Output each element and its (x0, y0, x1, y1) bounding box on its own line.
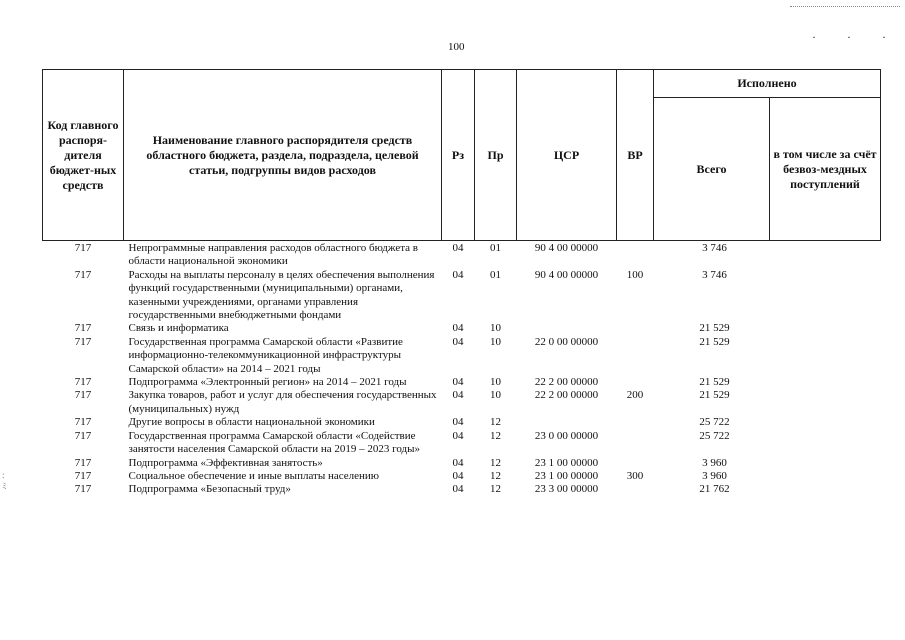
cell-name: Подпрограмма «Безопасный труд» (128, 483, 291, 496)
corner-dots: · · · (812, 30, 900, 44)
cell-name: Подпрограмма «Электронный регион» на 2014 – 2021 годы (128, 376, 407, 389)
cell-vr (617, 376, 654, 389)
table-row (43, 470, 881, 483)
cell-free (770, 241, 881, 269)
cell-name: Расходы на выплаты персоналу в целях обеспечения выполнения функций государственными (муниципальными) органами, казенными учреждениями, органами управления государственными внебюджетными фондами (128, 268, 435, 322)
cell-name: Непрограммные направления расходов областного бюджета в области национальной экономики (128, 242, 418, 268)
cell-total: 21 529 (699, 389, 730, 402)
cell-name: Другие вопросы в области национальной экономики (128, 416, 375, 429)
cell-rz: 04 (452, 335, 464, 348)
top-dotted-rule (790, 6, 900, 7)
table-row (43, 269, 881, 323)
cell-code: 717 (74, 242, 92, 254)
cell-csr: 23 0 00 00000 (534, 429, 599, 442)
cell-total: 3 746 (702, 242, 727, 254)
cell-free (770, 457, 881, 470)
table-row (43, 322, 881, 335)
cell-total: 3 746 (702, 268, 727, 281)
cell-vr (617, 336, 654, 376)
header-incl-free: в том числе за счёт безвоз-мездных поступлений (770, 98, 881, 241)
cell-code: 717 (74, 335, 92, 348)
cell-code: 717 (74, 469, 92, 482)
cell-total: 25 722 (699, 429, 730, 442)
cell-vr: 200 (626, 389, 644, 402)
cell-rz: 04 (452, 483, 464, 496)
table-row (43, 376, 881, 389)
cell-csr: 90 4 00 00000 (534, 242, 599, 254)
cell-rz: 04 (452, 416, 464, 429)
cell-free (770, 389, 881, 416)
cell-name: Социальное обеспечение и иные выплаты населению (128, 469, 380, 482)
cell-free (770, 269, 881, 323)
cell-code: 717 (74, 389, 92, 402)
table-row (43, 389, 881, 416)
header-name: Наименование главного распорядителя средств областного бюджета, раздела, подраздела, целевой статьи, подгруппы видов расходов (124, 70, 442, 241)
cell-rz: 04 (452, 322, 464, 335)
cell-rz: 04 (452, 389, 464, 402)
cell-code: 717 (74, 268, 92, 281)
cell-csr: 22 2 00 00000 (534, 389, 599, 402)
cell-free (770, 376, 881, 389)
cell-vr (617, 241, 654, 269)
cell-rz: 04 (452, 376, 464, 389)
table-row (43, 457, 881, 470)
cell-code: 717 (74, 429, 92, 442)
cell-pr: 12 (490, 416, 501, 429)
cell-rz: 04 (452, 456, 464, 469)
cell-vr (617, 416, 654, 429)
cell-rz: 04 (452, 469, 464, 482)
cell-pr: 10 (490, 389, 501, 402)
table-row (43, 416, 881, 429)
header-rz: Рз (442, 70, 475, 241)
cell-vr: 300 (626, 469, 644, 482)
cell-vr (617, 430, 654, 457)
header-executed: Исполнено (654, 70, 881, 98)
cell-pr: 10 (490, 335, 501, 348)
cell-csr: 22 2 00 00000 (534, 376, 599, 389)
cell-total: 3 960 (702, 456, 727, 469)
cell-free (770, 336, 881, 376)
cell-pr: 10 (490, 322, 501, 335)
cell-vr (617, 483, 654, 496)
cell-csr: 23 3 00 00000 (534, 483, 599, 496)
cell-csr (517, 416, 617, 429)
cell-code: 717 (74, 483, 92, 496)
cell-rz: 04 (452, 429, 464, 442)
cell-name: Государственная программа Самарской области «Развитие информационно-телекоммуникационной инфраструктуры Самарской области» на 2014 – 2021 годы (128, 335, 403, 375)
table-body (43, 241, 881, 497)
cell-free (770, 470, 881, 483)
table-row (43, 241, 881, 269)
cell-csr: 23 1 00 00000 (534, 469, 599, 482)
cell-name: Связь и информатика (128, 322, 229, 335)
cell-free (770, 483, 881, 496)
cell-pr: 12 (490, 483, 501, 496)
cell-name: Закупка товаров, работ и услуг для обеспечения государственных (муниципальных) нужд (128, 389, 437, 415)
cell-rz: 04 (452, 242, 464, 254)
margin-marks: : ﾐ (2, 470, 7, 491)
header-pr: Пр (475, 70, 517, 241)
cell-code: 717 (74, 322, 92, 335)
cell-name: Подпрограмма «Эффективная занятость» (128, 456, 323, 469)
cell-vr (617, 457, 654, 470)
cell-pr: 01 (490, 242, 501, 254)
cell-total: 21 762 (699, 483, 730, 496)
cell-pr: 01 (490, 268, 501, 281)
table-row (43, 430, 881, 457)
budget-table (42, 69, 881, 497)
header-vr: ВР (617, 70, 654, 241)
cell-vr (617, 322, 654, 335)
table-header (43, 70, 881, 241)
table-row (43, 483, 881, 496)
cell-free (770, 430, 881, 457)
header-csr: ЦСР (517, 70, 617, 241)
cell-code: 717 (74, 416, 92, 429)
cell-name: Государственная программа Самарской области «Содействие занятости населения Самарской области на 2019 – 2023 годы» (128, 429, 421, 456)
page-number: 100 (448, 41, 465, 53)
cell-total: 25 722 (699, 416, 730, 429)
cell-code: 717 (74, 376, 92, 389)
cell-code: 717 (74, 456, 92, 469)
cell-total: 21 529 (699, 335, 730, 348)
cell-pr: 12 (490, 469, 501, 482)
cell-rz: 04 (452, 268, 464, 281)
cell-csr: 22 0 00 00000 (534, 335, 599, 348)
cell-free (770, 416, 881, 429)
cell-vr: 100 (626, 268, 644, 281)
cell-csr: 23 1 00 00000 (534, 456, 599, 469)
cell-pr: 12 (490, 456, 501, 469)
cell-total: 21 529 (699, 376, 730, 389)
table-row (43, 336, 881, 376)
cell-total: 3 960 (702, 469, 727, 482)
header-code: Код главного распоря-дителя бюджет-ных средств (43, 70, 124, 241)
cell-csr (517, 322, 617, 335)
cell-total: 21 529 (699, 322, 730, 335)
header-total: Всего (654, 98, 770, 241)
cell-pr: 10 (490, 376, 501, 389)
cell-pr: 12 (490, 429, 501, 442)
cell-free (770, 322, 881, 335)
cell-csr: 90 4 00 00000 (534, 268, 599, 281)
